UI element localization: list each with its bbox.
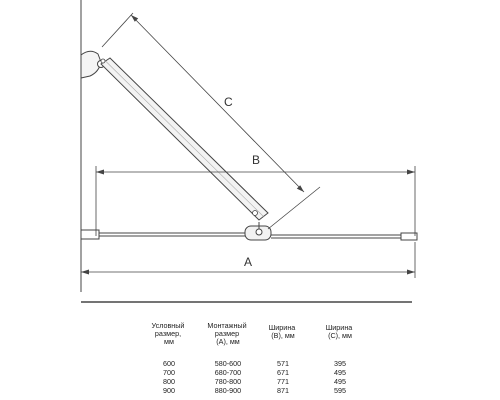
svg-text:580-600: 580-600 [214, 359, 242, 368]
header-width-b: Ширина (B), мм [268, 323, 296, 340]
dimension-b [96, 153, 415, 236]
table-header [152, 321, 355, 346]
open-door-panel [101, 58, 268, 220]
svg-text:680-700: 680-700 [214, 368, 242, 377]
svg-text:571: 571 [277, 359, 289, 368]
svg-text:495: 495 [334, 368, 346, 377]
table-body [163, 359, 346, 395]
dimension-b-label: B [252, 153, 261, 167]
bottom-hinge [245, 222, 271, 240]
svg-text:671: 671 [277, 368, 289, 377]
svg-text:395: 395 [334, 359, 346, 368]
dimension-a [81, 242, 415, 278]
dimension-c [102, 13, 320, 229]
table-row [163, 359, 346, 368]
svg-text:595: 595 [334, 386, 346, 395]
svg-text:800: 800 [163, 377, 175, 386]
svg-text:871: 871 [277, 386, 289, 395]
svg-text:495: 495 [334, 377, 346, 386]
table-row [163, 377, 346, 386]
svg-text:600: 600 [163, 359, 175, 368]
svg-text:700: 700 [163, 368, 175, 377]
dimension-a-label: A [244, 255, 253, 269]
svg-text:771: 771 [277, 377, 289, 386]
header-mounting-size: Монтажный размер (A), мм [207, 321, 247, 346]
dimension-c-label: C [224, 95, 233, 109]
svg-text:900: 900 [163, 386, 175, 395]
svg-text:880-900: 880-900 [214, 386, 242, 395]
table-row [163, 368, 346, 377]
table-row [163, 386, 346, 395]
svg-text:780-800: 780-800 [214, 377, 242, 386]
header-nominal-size: Условный размер, мм [151, 321, 185, 346]
header-width-c: Ширина (C), мм [325, 323, 353, 340]
